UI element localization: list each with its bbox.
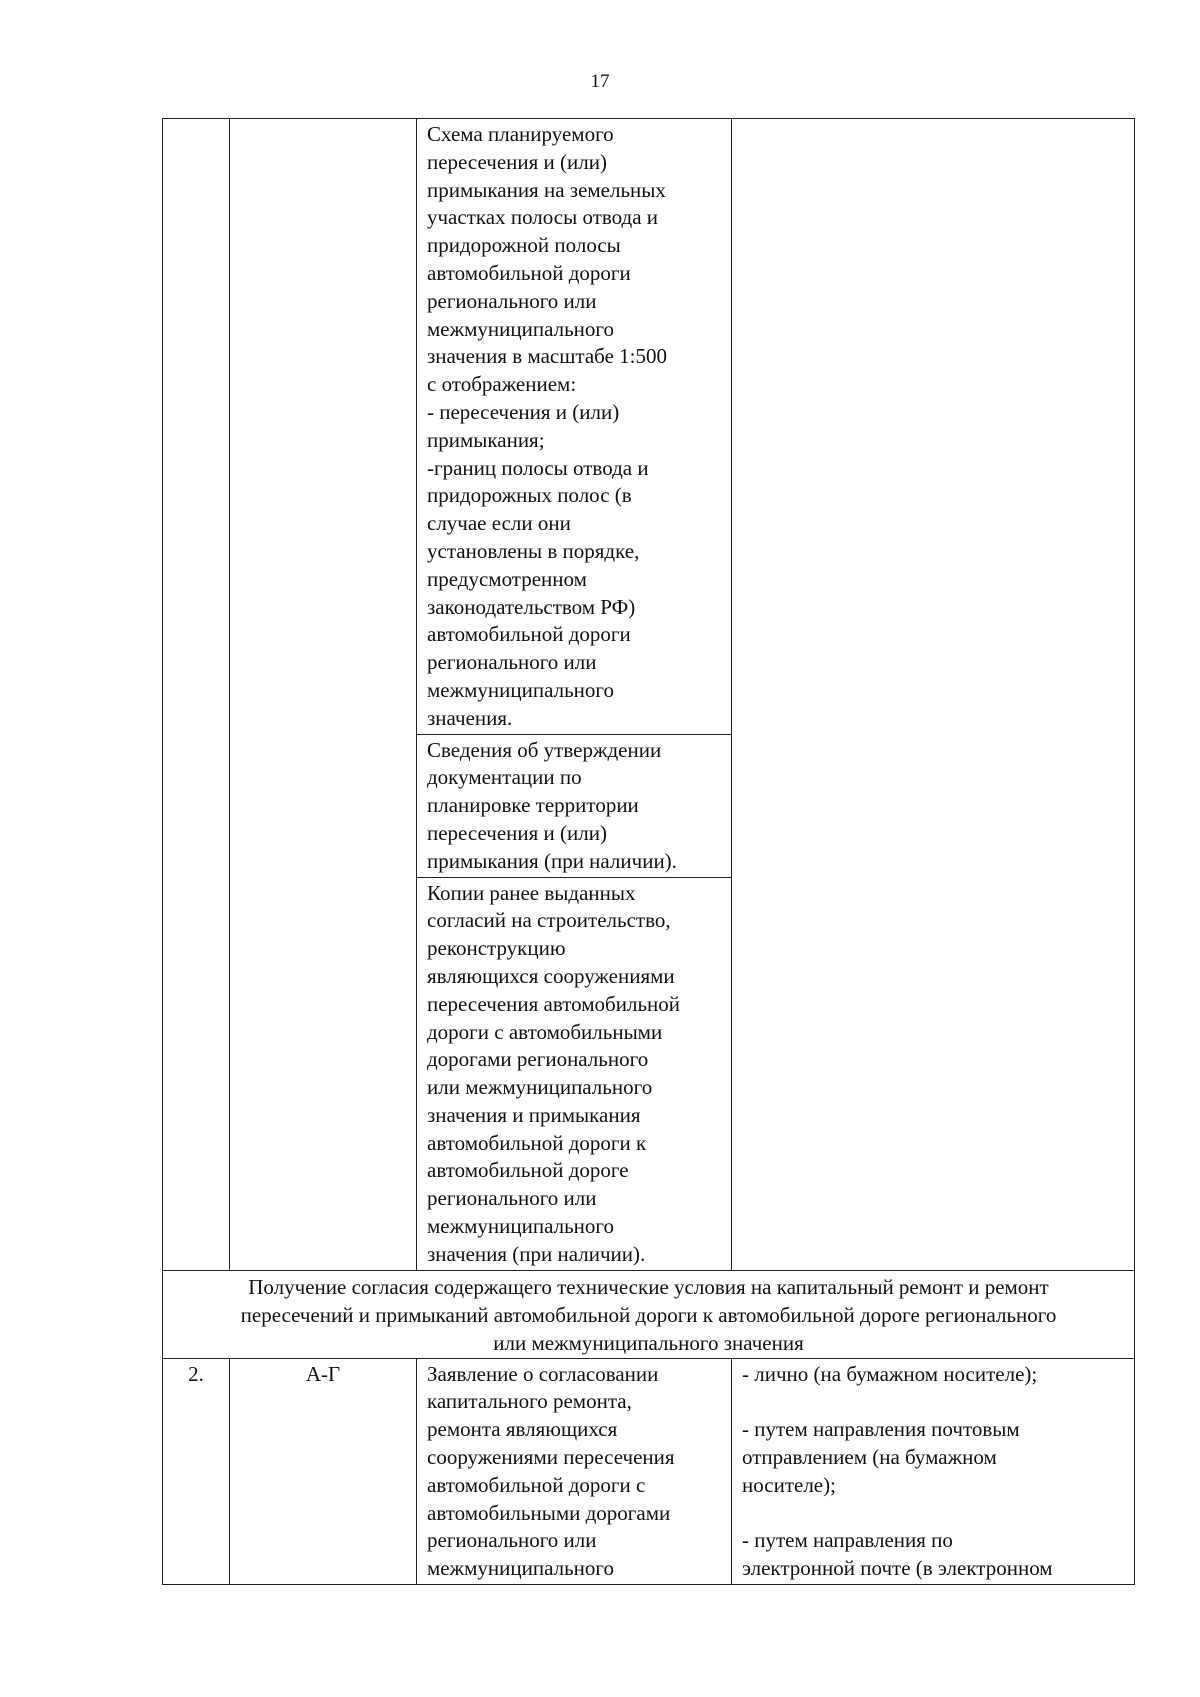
blank-line: [742, 1388, 1124, 1416]
table-row-2: [163, 1358, 1135, 1584]
text-line: придорожной полосы: [427, 233, 621, 258]
text-line: пересечений и примыканий автомобильной дороги к автомобильной дороге регионального: [240, 1302, 1057, 1327]
text-line: регионального или: [427, 288, 597, 313]
text-line: значения и примыкания: [427, 1102, 641, 1127]
text-line: случае если они: [427, 511, 571, 536]
text-line: Получение согласия содержащего технические условия на капитальный ремонт и ремонт: [248, 1274, 1049, 1299]
text-line: дороги с автомобильными: [427, 1019, 663, 1044]
text-line: межмуниципального: [427, 1556, 614, 1581]
submission-method-text: [742, 1361, 1124, 1583]
text-line: дорогами регионального: [427, 1047, 649, 1072]
row-number-cell: 2.: [163, 1358, 230, 1584]
text-line: автомобильной дороги: [427, 260, 631, 285]
text-line: реконструкцию: [427, 936, 566, 961]
document-cell-scheme: [417, 119, 732, 735]
document-text-planning-approval: [427, 737, 721, 876]
text-line: регионального или: [427, 1528, 597, 1553]
text-line: придорожных полос (в: [427, 483, 632, 508]
text-line: - путем направления по: [742, 1528, 953, 1553]
text-line: межмуниципального: [427, 316, 614, 341]
document-cell-previous-consents: [417, 877, 732, 1270]
text-line: являющихся сооружениями: [427, 963, 675, 988]
text-line: автомобильной дороге: [427, 1158, 629, 1183]
text-line: межмуниципального: [427, 677, 614, 702]
page-number: 17: [590, 71, 610, 92]
text-line: регионального или: [427, 650, 597, 675]
text-line: Сведения об утверждении: [427, 737, 662, 762]
text-line: сооружениями пересечения: [427, 1445, 675, 1470]
document-text-previous-consents: [427, 880, 721, 1269]
table-row-continuation-1: [163, 119, 1135, 735]
table-section-header-row: [163, 1270, 1135, 1358]
text-line: автомобильной дороги: [427, 622, 631, 647]
text-line: -границ полосы отвода и: [427, 455, 649, 480]
text-line: Схема планируемого: [427, 122, 614, 146]
text-line: участках полосы отвода и: [427, 205, 659, 230]
blank-line: [742, 1500, 1124, 1528]
text-line: - пересечения и (или): [427, 399, 620, 424]
text-line: установлены в порядке,: [427, 538, 640, 563]
documents-table: [162, 118, 1135, 1585]
text-line: капитального ремонта,: [427, 1389, 632, 1414]
text-line: планировке территории: [427, 793, 639, 818]
text-line: значения.: [427, 705, 513, 730]
text-line: пересечения автомобильной: [427, 991, 681, 1016]
text-line: - лично (на бумажном носителе);: [742, 1361, 1038, 1386]
category-cell: А-Г: [230, 1358, 417, 1584]
text-line: с отображением:: [427, 372, 577, 397]
text-line: Копии ранее выданных: [427, 880, 636, 905]
text-line: или межмуниципального значения: [493, 1330, 804, 1355]
submission-method-cell: [732, 1358, 1135, 1584]
text-line: пересечения и (или): [427, 820, 607, 845]
text-line: значения (при наличии).: [427, 1241, 646, 1266]
text-line: Заявление о согласовании: [427, 1361, 659, 1386]
text-line: регионального или: [427, 1186, 597, 1211]
text-line: или межмуниципального: [427, 1075, 653, 1100]
text-line: примыкания (при наличии).: [427, 848, 677, 873]
method-cell-empty: [732, 119, 1135, 1271]
document-text-application: [427, 1361, 721, 1583]
text-line: законодательством РФ): [427, 594, 636, 619]
text-line: примыкания на земельных: [427, 177, 666, 202]
text-line: электронной почте (в электронном: [742, 1556, 1053, 1581]
section-header-cell: [163, 1270, 1135, 1358]
text-line: - путем направления почтовым: [742, 1417, 1020, 1442]
document-text-scheme: [427, 121, 721, 733]
row-number-cell-empty: [163, 119, 230, 1271]
document-cell-planning-approval: [417, 734, 732, 877]
text-line: автомобильной дороги к: [427, 1130, 647, 1155]
text-line: предусмотренном: [427, 566, 587, 591]
text-line: автомобильными дорогами: [427, 1500, 671, 1525]
category-cell-empty: [230, 119, 417, 1271]
text-line: значения в масштабе 1:500: [427, 344, 667, 369]
text-line: пересечения и (или): [427, 149, 607, 174]
text-line: согласий на строительство,: [427, 908, 671, 933]
text-line: ремонта являющихся: [427, 1417, 618, 1442]
text-line: носителе);: [742, 1472, 836, 1497]
document-cell-application: [417, 1358, 732, 1584]
text-line: документации по: [427, 765, 582, 790]
text-line: межмуниципального: [427, 1214, 614, 1239]
text-line: автомобильной дороги с: [427, 1472, 646, 1497]
text-line: примыкания;: [427, 427, 545, 452]
section-header-text: [173, 1273, 1124, 1357]
text-line: отправлением (на бумажном: [742, 1445, 997, 1470]
